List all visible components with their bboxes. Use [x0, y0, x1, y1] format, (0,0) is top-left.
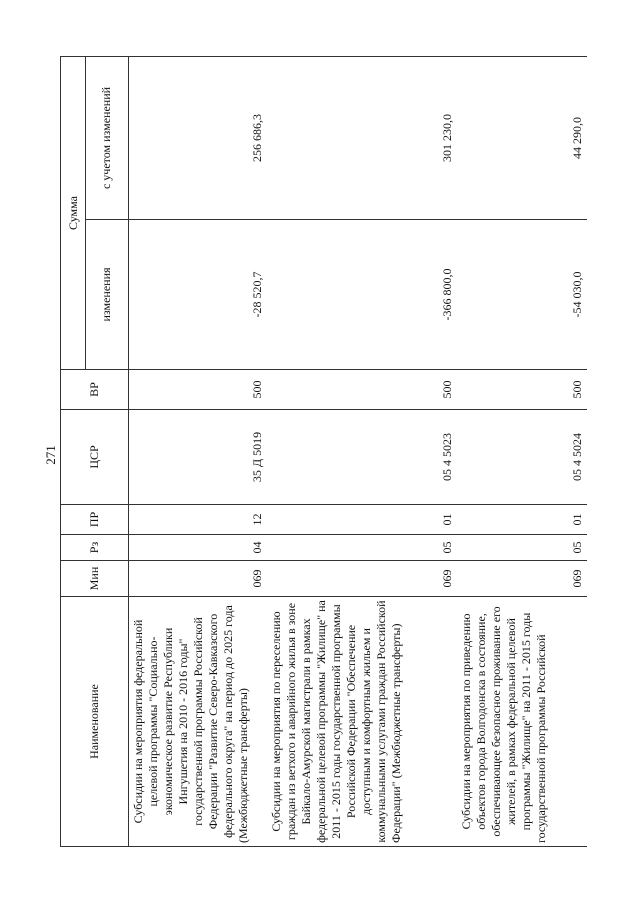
- row-pr: 01: [267, 505, 457, 535]
- row-with-changes: 44 290,0: [457, 56, 587, 219]
- row-name: Субсидии на мероприятия федеральной целевой программы "Социально-экономическое развитие Республики Ингушетия на 2010 - 2016 годы" государственной программы Российской Федерации "Развитие Северо-Кавказского федерального округа" на период до 2025 года (Межбюджетные трансферты): [129, 597, 267, 847]
- row-changes: -54 030,0: [457, 220, 587, 370]
- page-number: 271: [43, 445, 58, 465]
- header-csr: ЦСР: [61, 410, 129, 505]
- table-row: [129, 56, 267, 846]
- row-with-changes: 256 686,3: [129, 56, 267, 219]
- header-pr: ПР: [61, 505, 129, 535]
- row-pr: 12: [129, 505, 267, 535]
- row-min: 069: [267, 561, 457, 597]
- table-row: [457, 56, 587, 846]
- row-vr: 500: [267, 370, 457, 410]
- row-vr: 500: [129, 370, 267, 410]
- row-csr: 05 4 5024: [457, 410, 587, 505]
- row-name: Субсидии на мероприятия по приведению объектов города Волгодонска в состояние, обеспечивающее безопасное проживание его жителей, в рамках федеральной целевой программы "Жилище" на 2011 - 2015 годы государственной программы Российской: [457, 597, 587, 847]
- row-rz: 04: [129, 535, 267, 561]
- header-rz: Рз: [61, 535, 129, 561]
- row-pr: 01: [457, 505, 587, 535]
- header-name: Наименование: [61, 597, 129, 847]
- header-min: Мин: [61, 561, 129, 597]
- row-rz: 05: [267, 535, 457, 561]
- row-rz: 05: [457, 535, 587, 561]
- row-min: 069: [457, 561, 587, 597]
- row-name: Субсидии на мероприятия по переселению граждан из ветхого и аварийного жилья в зоне Байкало-Амурской магистрали в рамках федеральной целевой программы "Жилище" на 2011 - 2015 годы государственной программы Российской Федерации "Обеспечение доступным и комфортным жильем и коммунальными услугами граждан Российской Федерации" (Межбюджетные трансферты): [267, 597, 457, 847]
- header-vr: ВР: [61, 370, 129, 410]
- row-vr: 500: [457, 370, 587, 410]
- table-row: [267, 56, 457, 846]
- budget-table-page: [60, 57, 584, 847]
- row-min: 069: [129, 561, 267, 597]
- row-with-changes: 301 230,0: [267, 56, 457, 219]
- row-changes: -366 800,0: [267, 220, 457, 370]
- budget-table: [60, 56, 587, 847]
- row-csr: 35 Д 5019: [129, 410, 267, 505]
- row-changes: -28 520,7: [129, 220, 267, 370]
- header-sum: Сумма: [61, 56, 86, 369]
- header-with-changes: с учетом изменений: [86, 56, 129, 219]
- row-csr: 05 4 5023: [267, 410, 457, 505]
- header-changes: изменения: [86, 220, 129, 370]
